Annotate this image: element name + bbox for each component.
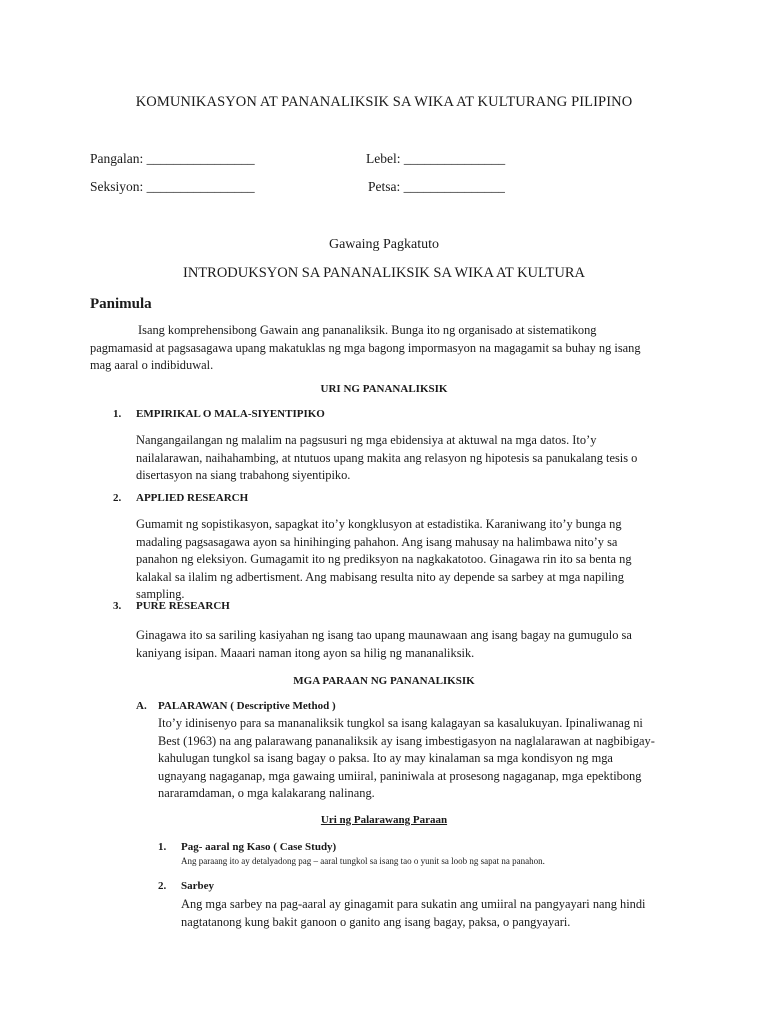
petsa-field: Petsa: _______________ — [368, 179, 505, 194]
paraan-item-letter: A. — [136, 700, 147, 712]
uri-heading: URI NG PANANALIKSIK — [320, 383, 448, 395]
palarawan-item-number: 2. — [158, 880, 167, 892]
seksiyon-field: Seksiyon: ________________ — [90, 179, 255, 194]
pangalan-field: Pangalan: ________________ — [90, 151, 255, 166]
uri-item-title: PURE RESEARCH — [136, 600, 230, 612]
uri-item-text: Gumamit ng sopistikasyon, sapagkat ito’y kongklusyon at estadistika. Karaniwang ito’y bunga ng madaling pagsasagawa ayon sa hinihinging pahahon. Ang isang mahusay na halimbawa nito’y sa panahon ng eleksiyon. Gumagamit ito ng prediksyon na nagkakatotoo. Ginagawa rin ito sa benta ng kalakal sa ilalim ng adbertisment. Ang mabisang resulta nito ay depende sa sarbey at mga napiling sampling. — [136, 517, 632, 601]
uri-item-title: APPLIED RESEARCH — [136, 492, 249, 504]
palarawan-item-text: Ang paraang ito ay detalyadong pag – aaral tungkol sa isang tao o yunit sa loob ng sapat na panahon. — [181, 856, 545, 866]
panimula-text: Isang komprehensibong Gawain ang pananaliksik. Bunga ito ng organisado at sistematikong pagmamasid at pagsasagawa upang makatuklas ng mga bagong impormasyon na magagamit sa buhay ng isang mag aaral o indibiduwal. — [90, 323, 641, 372]
paraan-item-title: PALARAWAN ( Descriptive Method ) — [158, 700, 336, 712]
palarawan-item-title: Sarbey — [181, 880, 214, 892]
palarawan-item-text: Ang mga sarbey na pag-aaral ay ginagamit para sukatin ang umiiral na pangyayari nang hindi nagtatanong kung bakit ganoon o ganito ang isang bagay, paksa, o pangyayari. — [181, 897, 646, 929]
paraan-heading: MGA PARAAN NG PANANALIKSIK — [293, 675, 475, 687]
palarawan-item-title: Pag- aaral ng Kaso ( Case Study) — [181, 841, 337, 853]
palarawan-types-heading: Uri ng Palarawang Paraan — [320, 814, 448, 826]
paraan-item-text: Ito’y idinisenyo para sa mananaliksik tungkol sa isang kalagayan sa kasalukuyan. Ipinaliwanag ni Best (1963) na ang palarawang pananaliksik ay isang imbestigasyon na naglalarawan at nagbibigay-kahulugan tungkol sa isang bagay o paksa. Ito ay may kinalaman sa mga kondisyon ng mga ugnayang nagaganap, mga gawaing umiiral, paniniwala at prosesong nagaganap, mga epektibong nararamdaman, o mga kalakarang nalinang. — [158, 716, 655, 800]
activity-title: INTRODUKSYON SA PANANALIKSIK SA WIKA AT KULTURA — [182, 265, 586, 281]
uri-item-number: 1. — [113, 408, 122, 420]
activity-label: Gawaing Pagkatuto — [328, 237, 440, 252]
uri-item-text: Nangangailangan ng malalim na pagsusuri ng mga ebidensiya at aktuwal na mga datos. Ito’y nailalarawan, naihahambing, at ntutuos upang makita ang relasyon ng hipotesis sa panukalang tesis o disertasyon na siang trabahong siyentipiko. — [136, 433, 638, 482]
palarawan-item-number: 1. — [158, 841, 167, 853]
lebel-field: Lebel: _______________ — [366, 151, 506, 166]
document-title: KOMUNIKASYON AT PANANALIKSIK SA WIKA AT KULTURANG PILIPINO — [135, 94, 633, 110]
uri-item-title: EMPIRIKAL O MALA-SIYENTIPIKO — [136, 408, 325, 420]
uri-item-text: Ginagawa ito sa sariling kasiyahan ng isang tao upang maunawaan ang isang bagay na gumugulo sa kaniyang isipan. Maaari naman itong ayon sa hilig ng mananaliksik. — [136, 628, 632, 660]
uri-item-number: 2. — [113, 492, 122, 504]
panimula-heading: Panimula — [90, 296, 152, 312]
uri-item-number: 3. — [113, 600, 122, 612]
